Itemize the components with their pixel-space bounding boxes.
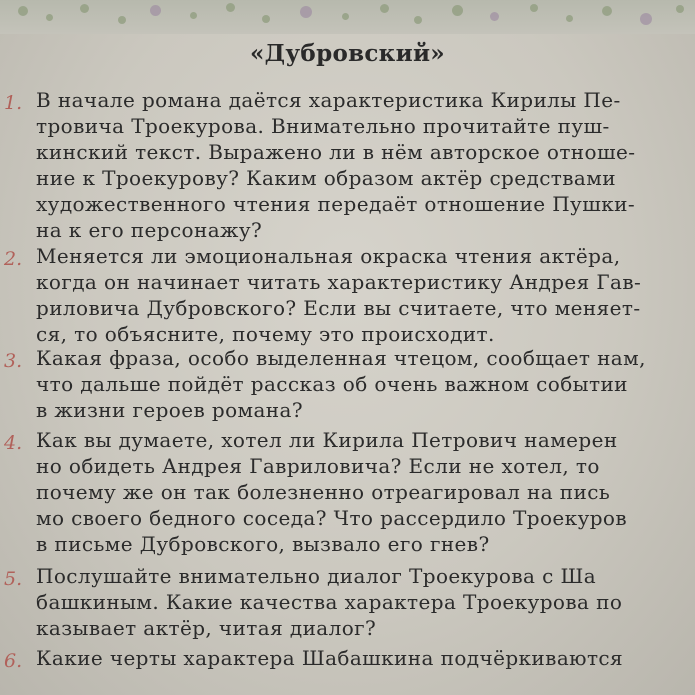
question-line: казывает актёр, читая диалог? [36, 616, 377, 640]
question-line: В начале романа даётся характеристика Кирилы Пе- [36, 88, 621, 112]
question-line: Какие черты характера Шабашкина подчёркиваются [36, 646, 624, 670]
dot-ornament [226, 3, 235, 12]
question-line: риловича Дубровского? Если вы считаете, что меняет- [36, 296, 641, 320]
dot-ornament [18, 6, 28, 16]
question-number: 6. [4, 650, 23, 672]
question-line: кинский текст. Выражено ли в нём авторское отноше- [36, 140, 636, 164]
dot-ornament [676, 5, 684, 13]
dot-ornament [342, 13, 349, 20]
dot-ornament [46, 14, 53, 21]
question-line: Как вы думаете, хотел ли Кирила Петрович намерен [36, 428, 618, 452]
question-line: но обидеть Андрея Гавриловича? Если не хотел, то [36, 454, 600, 478]
question-line: Послушайте внимательно диалог Троекурова с Ша [36, 564, 597, 588]
dot-ornament [262, 15, 270, 23]
dot-ornament [190, 12, 197, 19]
question-line: мо своего бедного соседа? Что рассердило Троекуров [36, 506, 628, 530]
decorative-border [0, 0, 695, 34]
question-number: 1. [4, 92, 23, 114]
question-number: 4. [4, 432, 23, 454]
question-line: что дальше пойдёт рассказ об очень важном событии [36, 372, 628, 396]
question-line: художественного чтения передаёт отношение Пушки- [36, 192, 635, 216]
flower-ornament [490, 12, 499, 21]
dot-ornament [80, 4, 89, 13]
question-line: в жизни героев романа? [36, 398, 303, 422]
question-line: на к его персонажу? [36, 218, 263, 242]
question-number: 2. [4, 248, 23, 270]
question-line: тровича Троекурова. Внимательно прочитайте пуш- [36, 114, 610, 138]
page-title: «Дубровский» [249, 40, 445, 67]
question-line: когда он начинает читать характеристику Андрея Гав- [36, 270, 642, 294]
dot-ornament [118, 16, 126, 24]
question-line: ся, то объясните, почему это происходит. [36, 322, 495, 346]
question-line: Какая фраза, особо выделенная чтецом, сообщает нам, [36, 346, 646, 370]
dot-ornament [452, 5, 463, 16]
question-number: 5. [4, 568, 23, 590]
question-number: 3. [4, 350, 23, 372]
question-line: башкиным. Какие качества характера Троекурова по [36, 590, 623, 614]
flower-ornament [150, 5, 161, 16]
flower-ornament [300, 6, 312, 18]
question-line: в письме Дубровского, вызвало его гнев? [36, 532, 490, 556]
question-line: Меняется ли эмоциональная окраска чтения актёра, [36, 244, 621, 268]
flower-ornament [640, 13, 652, 25]
dot-ornament [530, 4, 538, 12]
dot-ornament [380, 4, 389, 13]
question-line: ние к Троекурову? Каким образом актёр средствами [36, 166, 616, 190]
dot-ornament [414, 16, 422, 24]
question-line: почему же он так болезненно отреагировал на пись [36, 480, 611, 504]
dot-ornament [566, 15, 573, 22]
dot-ornament [602, 6, 612, 16]
